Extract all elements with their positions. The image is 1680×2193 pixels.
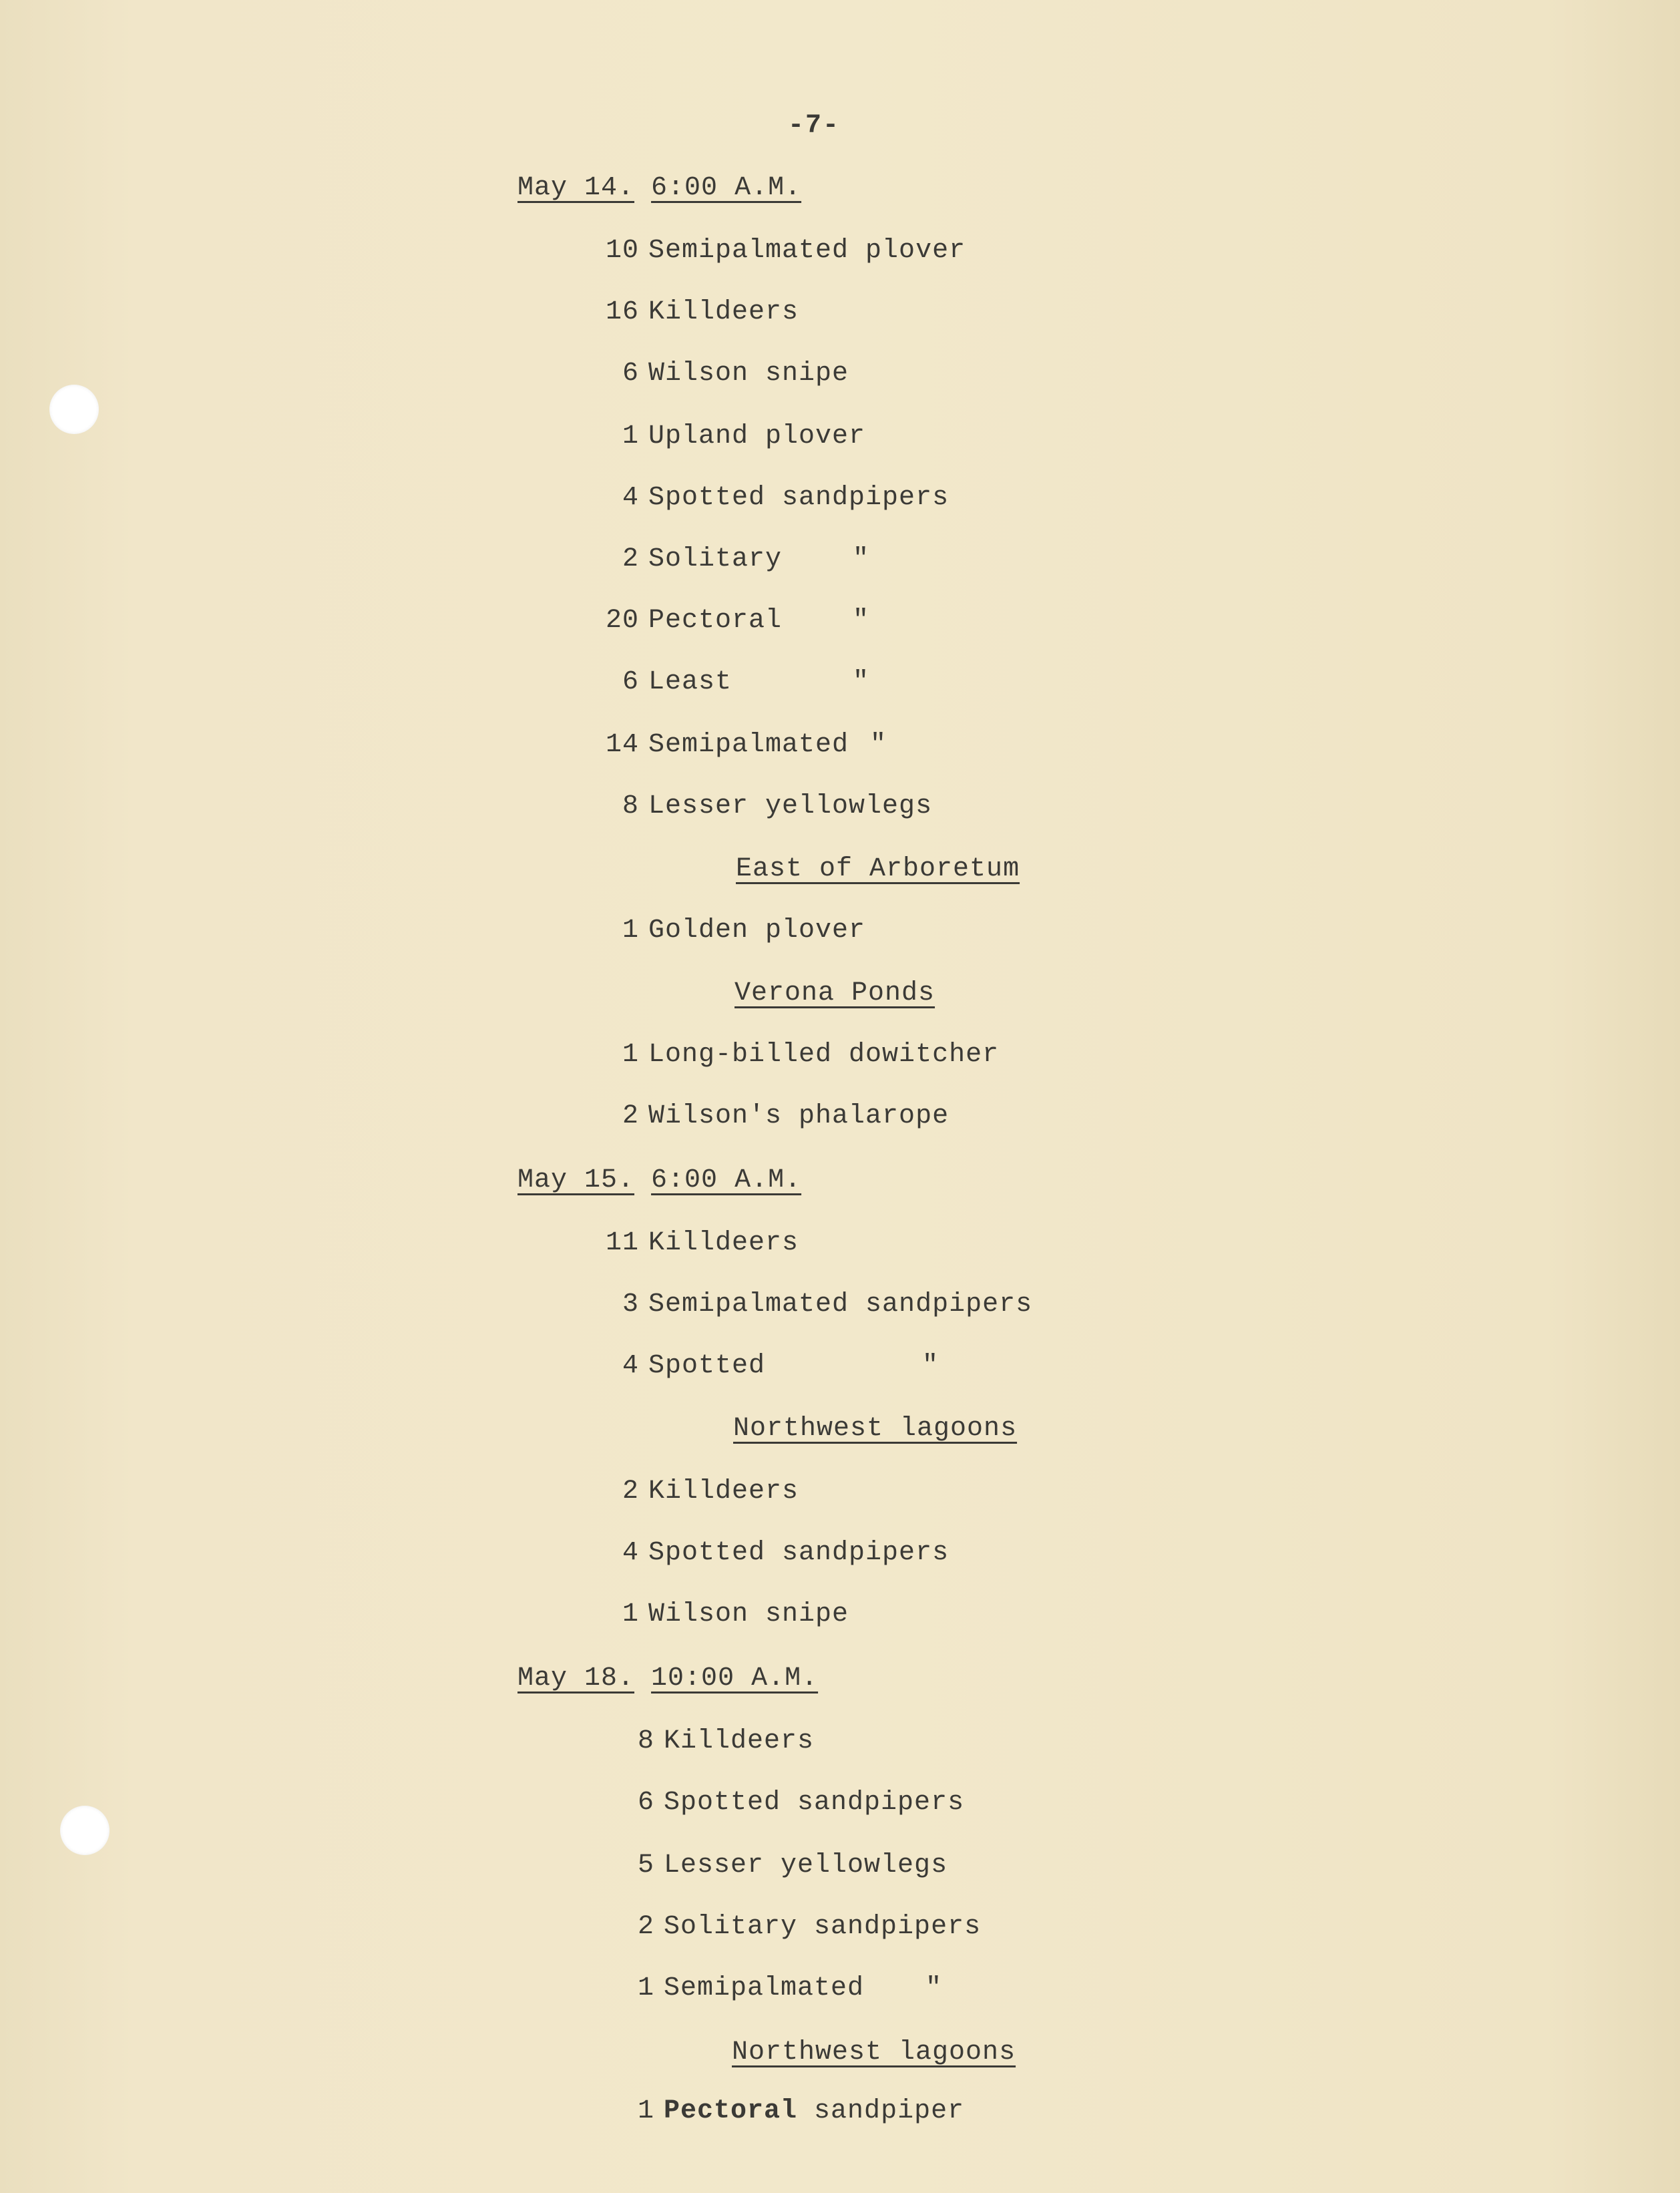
list-item: 2 Wilson's phalarope [622,1101,950,1131]
list-item: 16 Killdeers [605,297,799,327]
list-item: 1 Pectoral sandpiper [637,2096,965,2126]
list-item: 6 Wilson snipe [622,359,849,389]
list-item: 10 Semipalmated plover [605,236,966,266]
location-heading: Northwest lagoons [733,1414,1018,1444]
list-item: 8 Killdeers [637,1726,815,1756]
ditto-mark: " [922,1351,939,1381]
list-item: 1 Long-billed dowitcher [622,1040,1000,1070]
list-item: 4 Spotted sandpipers [622,1538,950,1568]
ditto-mark: " [853,606,870,636]
list-item: 4 Spotted sandpipers [622,483,950,513]
page-number: -7- [788,111,841,141]
list-item: 6 Spotted sandpipers [637,1788,965,1818]
list-item: 6 Least " [622,667,870,697]
ditto-mark: " [853,544,870,574]
list-item: 1 Semipalmated " [637,1973,943,2003]
ditto-mark: " [853,667,870,697]
list-item: 3 Semipalmated sandpipers [622,1289,1033,1320]
location-heading: Northwest lagoons [732,2037,1016,2067]
date-heading: May 14. 6:00 A.M. [517,173,802,203]
list-item: 20 Pectoral " [605,606,870,636]
list-item: 2 Solitary sandpipers [637,1912,982,1942]
ditto-mark: " [870,730,887,760]
list-item: 1 Wilson snipe [622,1599,849,1629]
ditto-mark: " [925,1973,943,2003]
list-item: 14 Semipalmated " [605,730,887,760]
punch-hole [49,385,99,434]
list-item: 1 Golden plover [622,916,866,946]
date-heading: May 18. 10:00 A.M. [517,1663,819,1693]
list-item: 2 Solitary " [622,544,870,574]
location-heading: Verona Ponds [734,978,935,1008]
punch-hole [60,1806,110,1855]
location-heading: East of Arboretum [736,854,1020,884]
list-item: 8 Lesser yellowlegs [622,791,933,821]
list-item: 1 Upland plover [622,421,866,451]
date-heading: May 15. 6:00 A.M. [517,1165,802,1195]
list-item: 5 Lesser yellowlegs [637,1850,948,1880]
list-item: 2 Killdeers [622,1476,799,1507]
list-item: 11 Killdeers [605,1228,799,1258]
list-item: 4 Spotted " [622,1351,939,1381]
